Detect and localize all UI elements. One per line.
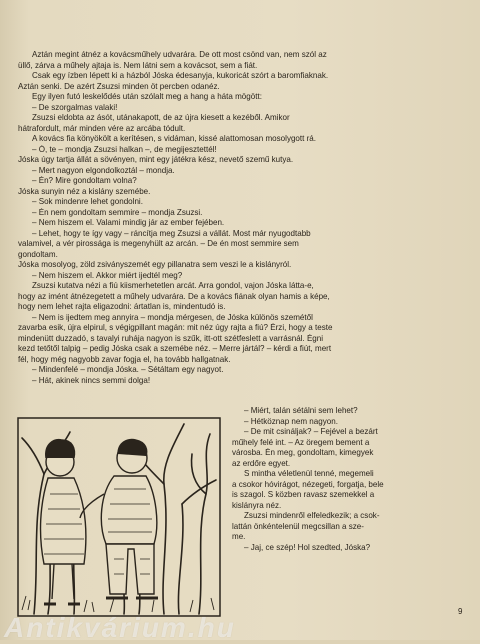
text-line: A kovács fia könyökölt a kerítésen, s vidáman, kissé alattomosan mosolygott rá. xyxy=(32,134,317,143)
side-text-line: Zsuzsi mindenről elfeledkezik; a csok- xyxy=(244,511,380,520)
page-number: 9 xyxy=(458,607,463,616)
side-text-line: városba. Én meg, gondoltam, kimegyek xyxy=(232,448,374,457)
side-text-line: az erdőre egyet. xyxy=(232,458,291,468)
text-line: üllő, zárva a műhely ajtaja is. Nem látni sem a kovácsot, sem a fiát. xyxy=(18,60,258,70)
side-text-line: is szagol. S közben ravasz szemekkel a xyxy=(232,490,375,499)
text-line: hátrafordult, már minden vére az arcába tódult. xyxy=(18,123,186,133)
text-line: Aztán senki. De azért Zsuzsi minden öt percben odanéz. xyxy=(18,81,220,91)
side-text-line: – De mit csináljak? – Fejével a bezárt xyxy=(244,427,378,436)
text-line: mindenütt duzzadó, s tavalyi ruhája nagyon is szűk, itt-ott szétfeslett a varrásnál. Égni xyxy=(18,333,324,343)
text-line: Zsuzsi eldobta az ásót, utánakapott, de az újra kiesett a kezéből. Amikor xyxy=(32,113,290,122)
side-text-line: kislányra néz. xyxy=(232,500,282,510)
text-line: Jóska sunyin néz a kislány szemébe. xyxy=(18,186,151,196)
side-text-line: S mintha véletlenül tenné, megemeli xyxy=(244,469,374,478)
text-line: kezd tetőtől talpig – pedig Jóska csak a szemébe néz. – Merre jártál? – kérdi a fiút, mert xyxy=(18,344,332,353)
illustration xyxy=(14,414,224,620)
text-line: gondoltam. xyxy=(18,249,58,259)
text-line: hogy nem lehet rajta eligazodni: ártatlan is, mindentudó is. xyxy=(18,302,226,311)
side-text-line: – Miért, talán sétálni sem lehet? xyxy=(244,406,358,415)
text-line: Jóska mosolyog, zöld zsiványszemét egy pillanatra sem veszi le a kislányról. xyxy=(18,260,292,269)
text-line: – Nem hiszem el. Valami mindig jár az ember fejében. xyxy=(32,218,225,227)
text-line: – Mert nagyon elgondolkoztál – mondja. xyxy=(32,165,175,175)
side-text-line: – Jaj, ce szép! Hol szedted, Jóska? xyxy=(244,542,371,552)
text-line: – Sok mindenre lehet gondolni. xyxy=(32,197,143,206)
text-line: – Hát, akinek nincs semmi dolga! xyxy=(32,375,151,385)
side-text-line: lattán önkéntelenül megcsillan a sze- xyxy=(232,521,364,531)
text-line: – Lehet, hogy te így vagy – ráncítja meg Zsuzsi a vállát. Most már nyugodtabb xyxy=(32,228,311,238)
side-text-line: a csokor hóvirágot, nézegeti, forgatja, bele xyxy=(232,479,384,489)
text-line: – Én? Mire gondoltam volna? xyxy=(32,176,137,185)
text-line: – Mindenfelé – mondja Jóska. – Sétáltam egy nagyot. xyxy=(32,365,224,374)
text-line: Jóska úgy tartja állát a sövényen, mint egy játékra kész, nevető szemű kutya. xyxy=(18,155,294,164)
text-line: zavarba esik, újra elpirul, s végigpillant magán: mit néz úgy rajta a fiú? Érzi, hogy a teste xyxy=(18,323,333,332)
watermark: Antikvárium.hu xyxy=(4,612,236,643)
text-line: Egy ilyen futó leskelődés után szólalt meg a hang a háta mögött: xyxy=(32,92,262,101)
text-line: Zsuzsi kutatva nézi a fiú kiismerhetetlen arcát. Arra gondol, vajon Jóska látta-e, xyxy=(32,281,314,290)
body-text xyxy=(18,50,446,386)
text-line: – Nem hiszem el. Akkor miért ijedtél meg? xyxy=(32,270,183,280)
side-text-line: me. xyxy=(232,532,246,541)
text-line: – Ó, te – mondja Zsuzsi halkan –, de megijesztettél! xyxy=(32,144,217,154)
text-line: fél, hogy még nagyobb zavar fogja el, ha tovább hallgatnak. xyxy=(18,354,231,364)
text-line: – Én nem gondoltam semmire – mondja Zsuzsi. xyxy=(32,207,203,217)
text-line: Aztán megint átnéz a kovácsműhely udvarára. De ott most csönd van, nem szól az xyxy=(32,50,327,59)
side-text-line: – Hétköznap nem nagyon. xyxy=(244,416,338,426)
text-line: Csak egy ízben lépett ki a házból Jóska édesanyja, kukoricát szórt a baromfiaknak. xyxy=(32,71,329,80)
text-line: valamivel, a vér pirossága is megenyhült az arcán. – De én most semmire sem xyxy=(18,239,299,248)
text-line: – Nem is ijedtem meg annyira – mondja mérgesen, de Jóska különös szemétől xyxy=(32,312,313,322)
side-text-line: műhely felé int. – Az öregem bement a xyxy=(232,437,370,447)
side-text xyxy=(232,406,446,553)
text-line: – De szorgalmas valaki! xyxy=(32,102,118,112)
text-line: hogy az imént átnézegetett a műhely udvarára. De a kovács fiának olyan hamis a képe, xyxy=(18,291,330,301)
